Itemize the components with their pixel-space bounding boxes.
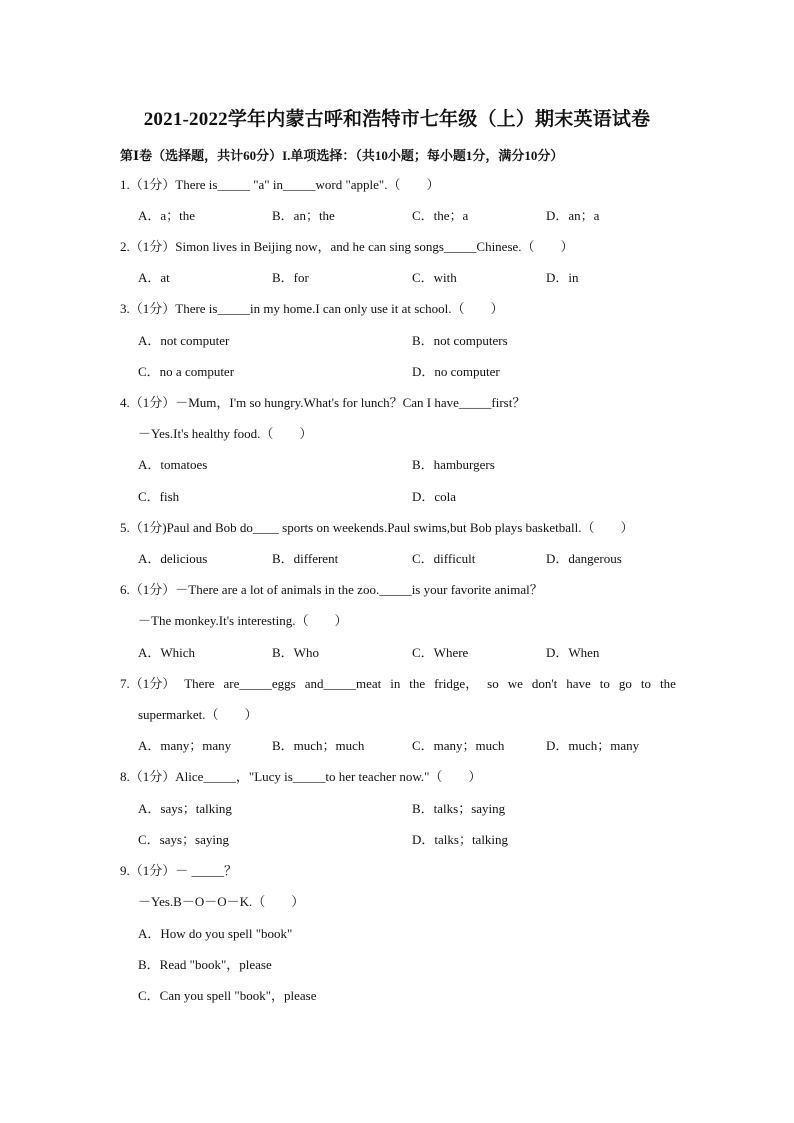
question-9-stem-reply: －Yes.B－O－O－K.（ ） <box>138 894 305 909</box>
question-9-option-b[interactable]: B．Read "book"，please <box>138 957 272 972</box>
question-1-option-a[interactable]: A．a；the <box>138 208 196 223</box>
question-5-option-b[interactable]: B．different <box>272 551 339 566</box>
question-1-option-b[interactable]: B．an；the <box>272 208 335 223</box>
question-7-word: we <box>507 676 523 691</box>
question-8-option-c[interactable]: C．says；saying <box>138 832 230 847</box>
question-6-option-d[interactable]: D．When <box>546 645 600 660</box>
question-6-option-b[interactable]: B．Who <box>272 645 319 660</box>
question-3-option-b[interactable]: B．not computers <box>412 333 508 348</box>
question-9-option-c[interactable]: C．Can you spell "book"，please <box>138 988 317 1003</box>
question-9-stem: 9.（1分）－ _____？ <box>120 863 238 878</box>
question-7-option-d[interactable]: D．much；many <box>546 738 640 753</box>
question-8-stem: 8.（1分）Alice_____，"Lucy is_____to her teacher now."（ ） <box>120 769 482 784</box>
question-2-option-c[interactable]: C．with <box>412 270 457 285</box>
question-8-option-a[interactable]: A．says；talking <box>138 801 232 816</box>
question-1-option-c[interactable]: C．the；a <box>412 208 469 223</box>
question-5-stem: 5.（1分)Paul and Bob do____ sports on weekends.Paul swims,but Bob plays basketball.（ ） <box>120 520 634 535</box>
question-9-option-a[interactable]: A．How do you spell "book" <box>138 926 293 941</box>
question-7-word: go <box>618 676 632 691</box>
question-1-option-d[interactable]: D．an；a <box>546 208 600 223</box>
question-3-stem: 3.（1分）There is_____in my home.I can only use it at school.（ ） <box>120 301 504 316</box>
question-7-stem <box>120 676 676 692</box>
question-4-stem-reply: －Yes.It's healthy food.（ ） <box>138 426 313 441</box>
question-7-word: in <box>390 676 401 691</box>
question-7-word: There <box>184 676 215 691</box>
question-7-word: to <box>599 676 610 691</box>
question-1-stem: 1.（1分）There is_____ "a" in_____word "apple".（ ） <box>120 177 440 192</box>
question-8-option-d[interactable]: D．talks；talking <box>412 832 509 847</box>
question-5-option-c[interactable]: C．difficult <box>412 551 476 566</box>
question-7-word: and_____meat <box>304 676 382 691</box>
question-7-word: 7.（1分） <box>120 676 176 691</box>
question-6-stem-reply: －The monkey.It's interesting.（ ） <box>138 613 348 628</box>
question-6-stem: 6.（1分）－There are a lot of animals in the zoo._____is your favorite animal？ <box>120 582 543 597</box>
question-5-option-d[interactable]: D．dangerous <box>546 551 622 566</box>
question-4-option-b[interactable]: B．hamburgers <box>412 457 495 472</box>
question-7-option-a[interactable]: A．many；many <box>138 738 232 753</box>
question-7-word: the <box>659 676 676 691</box>
question-3-option-a[interactable]: A．not computer <box>138 333 230 348</box>
question-2-option-b[interactable]: B．for <box>272 270 309 285</box>
question-8-option-b[interactable]: B．talks；saying <box>412 801 506 816</box>
question-4-option-d[interactable]: D．cola <box>412 489 457 504</box>
question-3-option-d[interactable]: D．no computer <box>412 364 500 379</box>
question-2-option-d[interactable]: D．in <box>546 270 579 285</box>
question-4-option-c[interactable]: C．fish <box>138 489 180 504</box>
question-7-word: to <box>640 676 651 691</box>
question-6-option-a[interactable]: A．Which <box>138 645 196 660</box>
question-4-option-a[interactable]: A．tomatoes <box>138 457 208 472</box>
page-title: 2021-2022学年内蒙古呼和浩特市七年级（上）期末英语试卷 <box>143 109 651 130</box>
question-7-word: have <box>566 676 591 691</box>
section-heading: 第Ⅰ卷（选择题，共计60分）I.单项选择：（共10小题；每小题1分，满分10分） <box>120 148 564 163</box>
question-5-option-a[interactable]: A．delicious <box>138 551 208 566</box>
question-7-word: don't <box>531 676 558 691</box>
question-4-stem: 4.（1分）－Mum，I'm so hungry.What's for lunch？Can I have_____first？ <box>120 395 526 410</box>
question-6-option-c[interactable]: C．Where <box>412 645 469 660</box>
question-7-word: so <box>487 676 499 691</box>
question-2-stem: 2.（1分）Simon lives in Beijing now，and he can sing songs_____Chinese.（ ） <box>120 239 574 254</box>
question-3-option-c[interactable]: C．no a computer <box>138 364 235 379</box>
question-7-word: the <box>409 676 426 691</box>
question-7-option-b[interactable]: B．much；much <box>272 738 365 753</box>
question-7-word: fridge， <box>434 676 479 691</box>
question-7-word: are_____eggs <box>223 676 296 691</box>
question-7-option-c[interactable]: C．many；much <box>412 738 505 753</box>
question-7-stem-continued: supermarket.（ ） <box>138 707 258 722</box>
question-2-option-a[interactable]: A．at <box>138 270 170 285</box>
